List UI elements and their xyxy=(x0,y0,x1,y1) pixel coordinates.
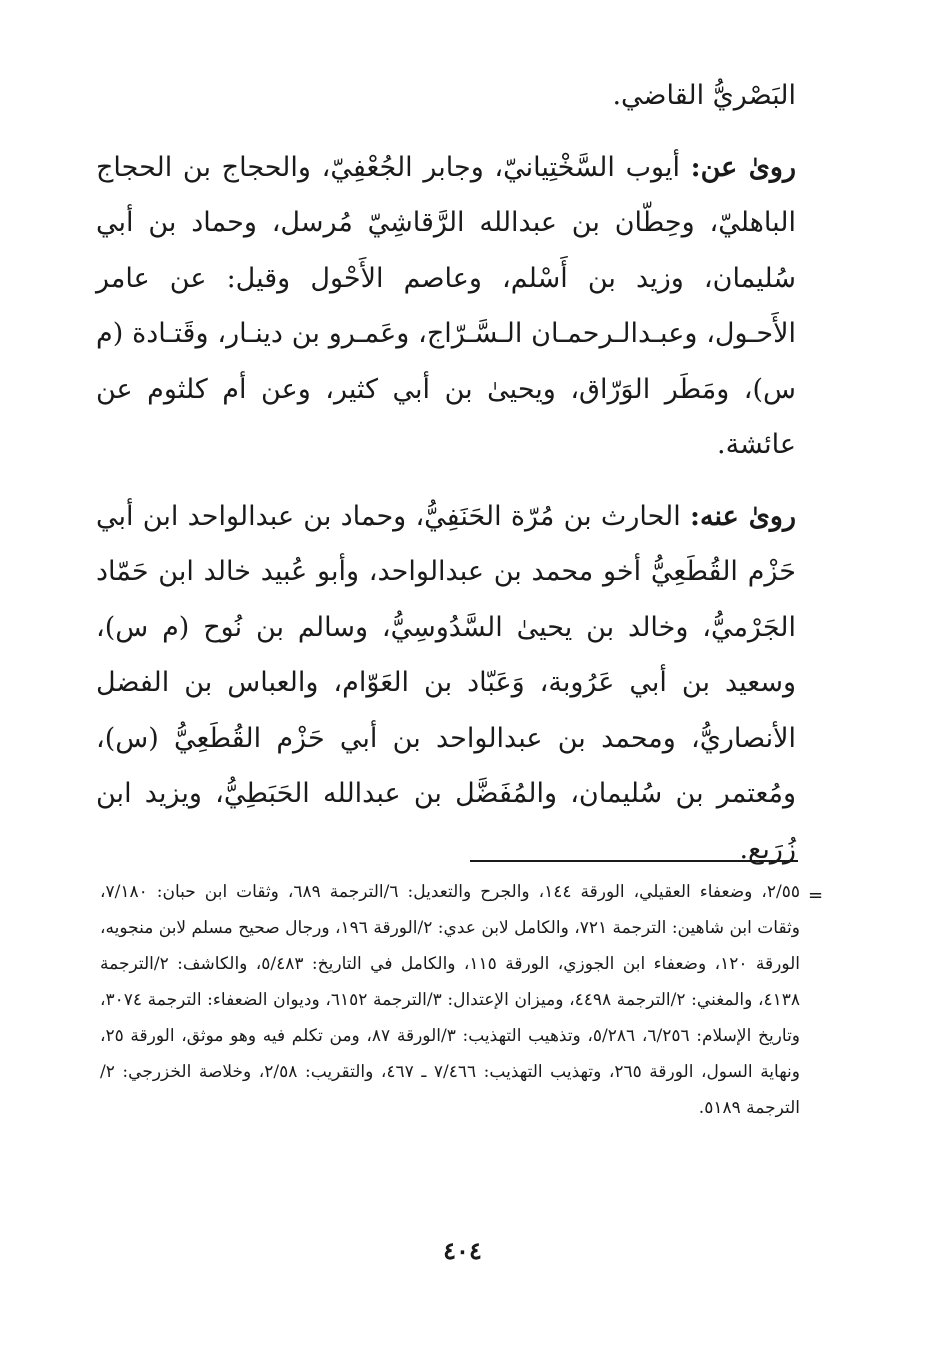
paragraph-intro: البَصْريُّ القاضي. xyxy=(612,80,796,111)
narrated-by-label: روىٰ عنه: xyxy=(690,500,797,532)
page-number: ٤٠٤ xyxy=(443,1236,482,1265)
footnote-separator xyxy=(470,860,798,862)
paragraph-narrated-from xyxy=(96,140,796,473)
footnote-text: ٢/٥٥، وضعفاء العقيلي، الورقة ١٤٤، والجرح والتعديل: ٦/الترجمة ٦٨٩، وثقات ابن حبان: ٧/١٨٠، وثقات ابن شاهين: الترجمة ٧٢١، والكامل لابن عدي: ٢/الورقة ١٩٦، ورجال صحيح مسلم لابن منجويه، الورقة ١٢٠، وضعفاء ابن الجوزي، الورقة ١١٥، والكامل في التاريخ: ٥/٤٨٣، والكاشف: ٢/الترجمة ٤١٣٨، والمغني: ٢/الترجمة ٤٤٩٨، وميزان الإعتدال: ٣/الترجمة ٦١٥٢، وديوان الضعفاء: الترجمة ٣٠٧٤، وتاريخ الإسلام: ٦/٢٥٦، ٥/٢٨٦، وتذهيب التهذيب: ٣/الورقة ٨٧، ومن تكلم فيه وهو موثق، الورقة ٢٥، ونهاية السول، الورقة ٢٦٥، وتهذيب التهذيب: ٧/٤٦٦ ـ ٤٦٧، والتقريب: ٢/٥٨، وخلاصة الخزرجي: ٢/الترجمة ٥١٨٩. xyxy=(100,882,801,1118)
footnote-continuation-marker: = xyxy=(808,885,824,906)
narrated-from-text: أيوب السَّخْتِيانيّ، وجابر الجُعْفِيّ، والحجاج بن الحجاج الباهليّ، وحِطّان بن عبدالله الرَّقاشِيّ مُرسل، وحماد بن أبي سُليمان، وزيد بن أَسْلم، وعاصم الأَحْول وقيل: عن عامر الأَحـول، وعبـدالـرحمـان الـسَّـرّاج، وعَمـرو بن دينـار، وقَتـادة (م س)، ومَطَر الوَرّاق، ويحيىٰ بن أبي كثير، وعن أم كلثوم عن عائشة. xyxy=(96,151,796,460)
narrated-by-text: الحارث بن مُرّة الحَنَفِيُّ، وحماد بن عبدالواحد ابن أبي حَزْم القُطَعِيُّ أخو محمد بن عبدالواحد، وأبو عُبيد خالد ابن حَمّاد الجَرْميُّ، وخالد بن يحيىٰ السَّدُوسِيُّ، وسالم بن نُوح (م س)، وسعيد بن أبي عَرُوبة، وَعَبّاد بن العَوّام، والعباس بن الفضل الأنصاريُّ، ومحمد بن عبدالواحد بن أبي حَزْم القُطَعِيُّ (س)، ومُعتمر بن سُليمان، والمُفَضَّل بن عبدالله الحَبَطِيُّ، ويزيد ابن زُرَيع. xyxy=(96,500,796,865)
main-text xyxy=(96,68,796,877)
narrated-from-label: روىٰ عن: xyxy=(690,151,796,183)
paragraph-narrated-by xyxy=(96,489,796,878)
